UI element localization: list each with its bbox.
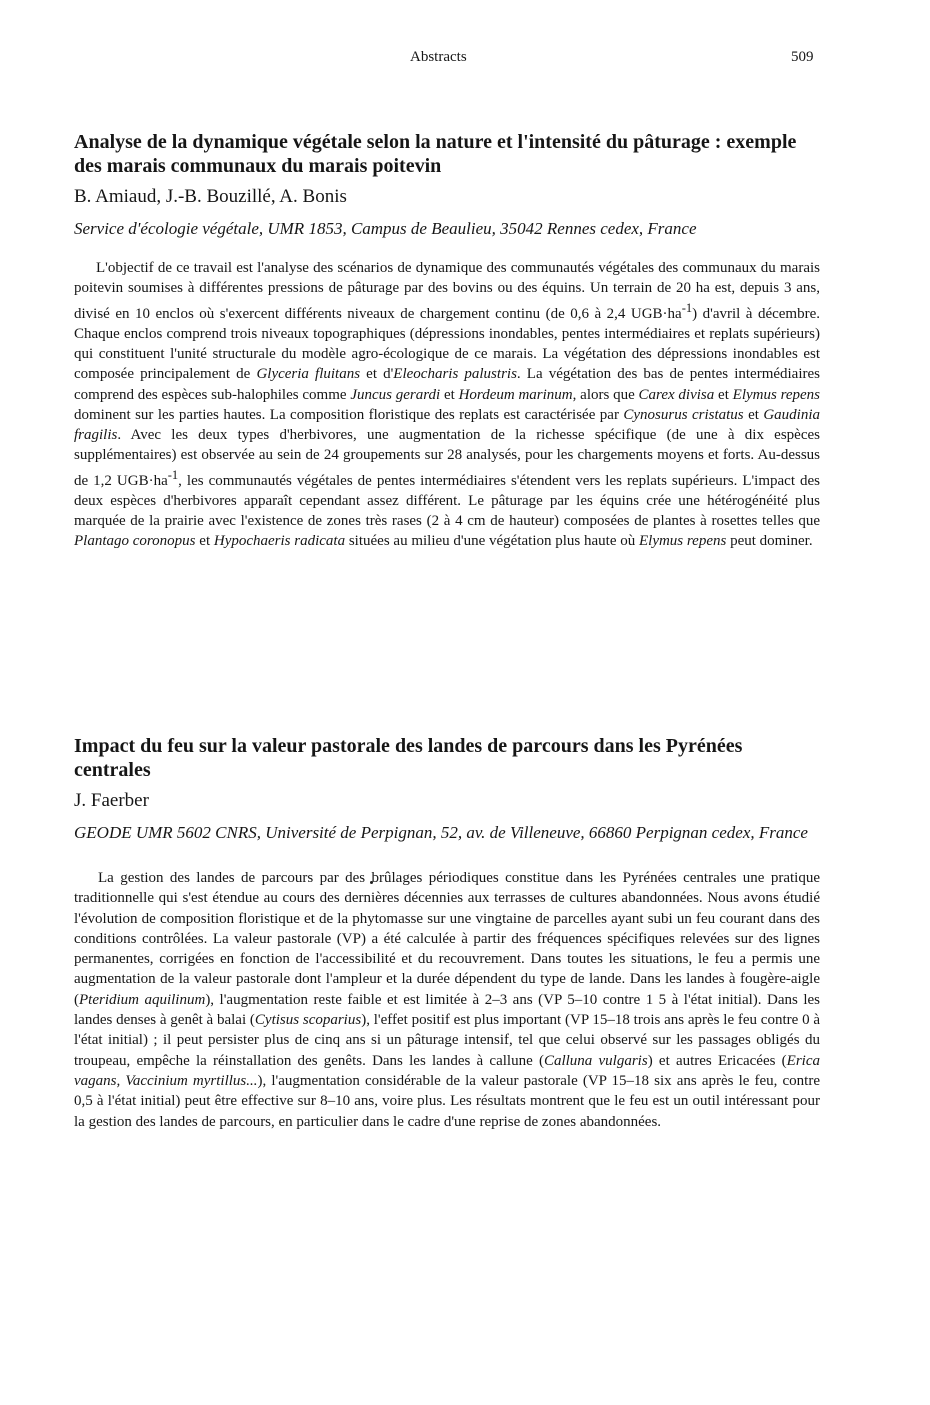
page-number: 509 [791,49,814,65]
article-title: Analyse de la dynamique végétale selon la nature et l'intensité du pâturage : exemple des marais communaux du marais poitevin [74,131,797,177]
abstract-body [74,868,820,1132]
abstract-text: et [714,386,733,403]
abstract-text: et [195,533,214,550]
abstract-text: ) d'avril à décembre. Chaque enclos comprend trois niveaux topographiques (dépressions inondables, pentes intermédiaires et replats supérieurs) qui constituent l'unité structurale du modèle agro-écologique de ce marais. La végétation des dépressions inondables est composée principalement de [74,306,820,383]
abstract-text: situées au milieu d'une végétation plus haute où [345,533,639,550]
species-name: Erica vagans, Vaccinium myrtillus... [74,1052,820,1089]
abstract-text: ), l'augmentation reste faible et est limitée à 2–3 ans (VP 5–10 contre 1 5 à l'état initial). Dans les landes denses à genêt à balai ( [74,991,820,1029]
species-name: Carex divisa [638,386,715,403]
article-authors: J. Faerber [74,790,149,811]
abstract-text: , les communautés végétales de pentes intermédiaires s'étendent vers les replats supérieurs. L'impact des deux espèces d'herbivores apparaît cependant assez différent. Le pâturage par les équins crée une hétérogénéité plus marquée de la prairie avec l'existence de zones très rases (2 à 4 cm de hauteur) composées de plantes à rosettes telles que [74,472,820,530]
abstract-body [74,258,820,551]
abstract-text: ), l'augmentation considérable de la valeur pastorale (VP 15–18 six ans après le feu, contre 0,5 à l'état initial) peut être effective sur 8–10 ans, voire plus. Les résultats montrent que le feu est un outil intéressant pour la gestion des landes de parcours, en particulier dans le cadre d'une reprise de zones abandonnées. [74,1072,820,1130]
abstract-text: et [743,406,764,423]
abstract-text: . Avec les deux types d'herbivores, une augmentation de la richesse spécifique (de une à dix espèces supplémentaires) est observée au sein de 24 groupements sur 28 analysés, pour les chargements moyens et forts. Au-dessus de 1,2 UGB·ha [74,426,820,489]
abstract-article-1 [74,130,820,566]
abstract-text: ), l'effet positif est plus important (VP 15–18 trois ans après le feu contre 0 à l'état initial) ; il peut persister plus de cinq ans si un pâturage intensif, tel que celui observé sur les passages obligés du troupeau, empêche la réinstallation des genêts. Dans les landes à callune ( [74,1012,820,1069]
species-name: Elymus repens [732,386,821,403]
abstract-text: L'objectif de ce travail est l'analyse des scénarios de dynamique des communautés végétales des communaux du marais poitevin soumises à différentes pressions de pâturage par des bovins ou des équins. Un terrain de 20 ha est, depuis 3 ans, divisé en 10 enclos où s'exercent différents niveaux de chargement continu (de 0,6 à 2,4 UGB·ha [74,260,820,323]
article-affiliation: GEODE UMR 5602 CNRS, Université de Perpignan, 52, av. de Villeneuve, 66860 Perpignan cedex, France [74,823,808,842]
abstract-article-2 [74,734,820,1147]
species-name: Hordeum marinum [458,386,573,403]
abstract-text: et d' [360,366,394,383]
article-authors: B. Amiaud, J.-B. Bouzillé, A. Bonis [74,186,347,207]
running-head [0,49,930,69]
species-name: Elymus repens [638,533,727,550]
species-name: Glyceria fluitans [256,366,361,383]
article-affiliation: Service d'écologie végétale, UMR 1853, Campus de Beaulieu, 35042 Rennes cedex, France [74,219,697,238]
abstract-text: ) et autres Ericacées ( [647,1052,787,1069]
abstract-text: , alors que [572,386,639,403]
species-name: Hypochaeris radicata [213,533,346,550]
superscript: -1 [681,301,693,316]
abstract-text: et [440,386,459,403]
abstract-text: peut dominer. [726,533,813,550]
species-name: Calluna vulgaris [543,1052,648,1069]
superscript: -1 [167,467,179,482]
species-name: Cynosurus cristatus [623,406,744,423]
species-name: Juncus gerardi [350,386,441,403]
abstract-text: . La végétation des bas de pentes intermédiaires comprend des espèces sub-halophiles comme [74,366,820,403]
abstract-text: La gestion des landes de parcours par des brûlages périodiques constitue dans les Pyrénées centrales une pratique traditionnelle qui s'est étendue au cours des dernières décennies aux terrasses de cultures abandonnées. Nous avons étudié l'évolution de composition floristique et de la phytomasse sur une vingtaine de parcelles ayant subi un feu courant dans des conditions contrôlées. La valeur pastorale (VP) a été calculée à partir des fréquences spécifiques relevées sur des lignes permanentes, corrigées en fonction de l'accessibilité et du recouvrement. Dans toutes les situations, le feu a permis une augmentation de la valeur pastorale dont l'ampleur et la durée dépendent du type de lande. Dans les landes à fougère-aigle ( [74,870,820,1008]
abstract-text: dominent sur les parties hautes. La composition floristique des replats est caractérisée par [74,406,624,423]
journal-section-title: Abstracts [410,49,467,65]
species-name: Pteridium aquilinum [79,991,206,1008]
species-name: Plantago coronopus [74,533,196,550]
species-name: Cytisus scoparius [254,1012,362,1029]
article-title: Impact du feu sur la valeur pastorale des landes de parcours dans les Pyrénées centrales [74,735,743,781]
species-name: Eleocharis palustris [393,366,517,383]
species-name: Gaudinia fragilis [74,406,820,443]
